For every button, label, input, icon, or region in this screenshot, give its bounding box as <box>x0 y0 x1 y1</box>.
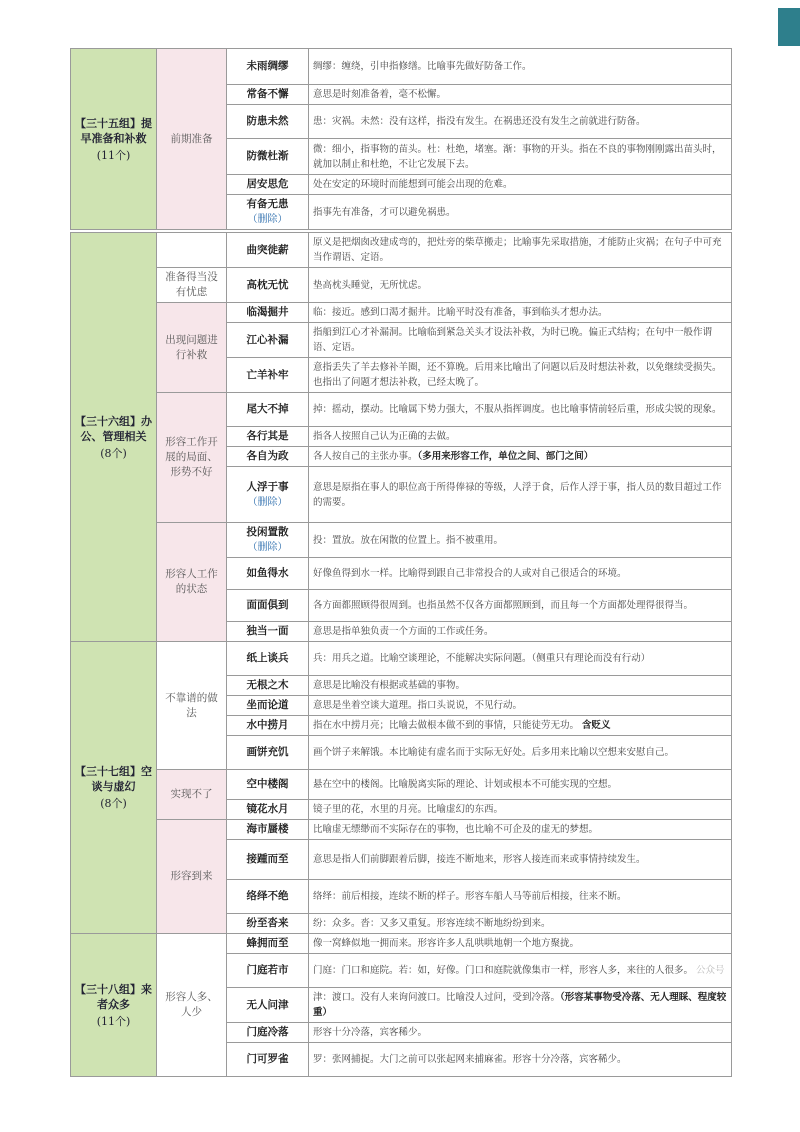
idiom-cell: 镜花水月 <box>227 800 309 820</box>
idiom-cell: 画饼充饥 <box>227 736 309 770</box>
desc-cell: 意思是指人们前脚跟着后脚，接连不断地来，形容人接连而来或事情持续发生。 <box>309 840 732 880</box>
desc-cell: 形容十分冷落，宾客稀少。 <box>309 1023 732 1043</box>
desc-cell: 兵：用兵之道。比喻空谈理论，不能解决实际问题。（侧重只有理论而没有行动） <box>309 642 732 676</box>
idiom-cell: 各行其是 <box>227 427 309 447</box>
idiom-cell: 居安思危 <box>227 175 309 195</box>
desc-cell: 津：渡口。没有人来询问渡口。比喻没人过问，受到冷落。（形容某事物受冷落、无人理睬、程度较重） <box>309 988 732 1023</box>
desc-cell: 绸缪：缠绕，引申指修缮。比喻事先做好防备工作。 <box>309 49 732 85</box>
idiom-table-36-38 <box>70 232 732 1077</box>
idiom-cell: 蜂拥而至 <box>227 934 309 954</box>
idiom-cell: 门庭若市 <box>227 954 309 988</box>
delete-mark: （删除） <box>247 496 288 508</box>
desc-cell: 画个饼子来解饿。本比喻徒有虚名而于实际无好处。后多用来比喻以空想来安慰自己。 <box>309 736 732 770</box>
desc-cell: 意思是指单独负责一个方面的工作或任务。 <box>309 622 732 642</box>
desc-cell: 指各人按照自己认为正确的去做。 <box>309 427 732 447</box>
idiom-cell: 坐而论道 <box>227 696 309 716</box>
idiom-cell: 投闲置散 （删除） <box>227 523 309 558</box>
idiom-cell: 未雨绸缪 <box>227 49 309 85</box>
idiom-cell: 面面俱到 <box>227 590 309 622</box>
desc-cell: 好像鱼得到水一样。比喻得到跟自己非常投合的人或对自己很适合的环境。 <box>309 558 732 590</box>
category-cell: 形容工作开展的局面、形势不好 <box>157 393 227 523</box>
idiom-cell: 无根之木 <box>227 676 309 696</box>
desc-cell: 门庭：门口和庭院。若：如，好像。门口和庭院就像集市一样，形容人多，来往的人很多。 公众号 <box>309 954 732 988</box>
table-row <box>71 934 732 954</box>
idiom-cell: 防患未然 <box>227 105 309 139</box>
table-row <box>71 642 732 676</box>
group-title: 【三十五组】提早准备和补救 (11个) <box>71 49 157 230</box>
desc-cell: 垫高枕头睡觉，无所忧虑。 <box>309 268 732 303</box>
delete-mark: （删除） <box>247 542 288 553</box>
corner-tab <box>778 8 800 46</box>
idiom-cell: 纸上谈兵 <box>227 642 309 676</box>
desc-cell: 微：细小，指事物的苗头。杜：杜绝，堵塞。渐：事物的开头。指在不良的事物刚刚露出苗头时，就加以制止和杜绝，不让它发展下去。 <box>309 139 732 175</box>
desc-cell: 指事先有准备，才可以避免祸患。 <box>309 195 732 230</box>
desc-cell: 掉：摇动，摆动。比喻属下势力强大，不服从指挥调度。也比喻事情前轻后重，形成尖锐的现象。 <box>309 393 732 427</box>
delete-mark: （删除） <box>247 214 288 225</box>
desc-cell: 指船到江心才补漏洞。比喻临到紧急关头才设法补救，为时已晚。偏正式结构；在句中一般作谓语、定语。 <box>309 323 732 358</box>
idiom-cell: 曲突徙薪 <box>227 233 309 268</box>
note-text: 含贬义 <box>582 720 611 731</box>
idiom-cell: 接踵而至 <box>227 840 309 880</box>
idiom-cell: 亡羊补牢 <box>227 358 309 393</box>
idiom-table-35 <box>70 48 732 230</box>
desc-cell: 比喻虚无缥缈而不实际存在的事物，也比喻不可企及的虚无的梦想。 <box>309 820 732 840</box>
table-row <box>71 393 732 427</box>
category-cell: 不靠谱的做法 <box>157 642 227 770</box>
idiom-cell: 水中捞月 <box>227 716 309 736</box>
category-cell: 出现问题进行补救 <box>157 303 227 393</box>
idiom-cell: 空中楼阁 <box>227 770 309 800</box>
table-row <box>71 770 732 800</box>
table-row <box>71 268 732 303</box>
desc-cell: 悬在空中的楼阁。比喻脱离实际的理论、计划或根本不可能实现的空想。 <box>309 770 732 800</box>
idiom-cell: 各自为政 <box>227 447 309 467</box>
watermark: 公众号 <box>696 965 725 976</box>
idiom-cell: 无人问津 <box>227 988 309 1023</box>
table-row <box>71 523 732 558</box>
idiom-cell: 临渴掘井 <box>227 303 309 323</box>
desc-cell: 处在安定的环境时而能想到可能会出现的危难。 <box>309 175 732 195</box>
note-text: （形容某事物受冷落、无人理睬、程度较重） <box>313 992 727 1018</box>
idiom-cell: 防微杜渐 <box>227 139 309 175</box>
category-cell: 实现不了 <box>157 770 227 820</box>
desc-cell: 患：灾祸。未然：没有这样，指没有发生。在祸患还没有发生之前就进行防备。 <box>309 105 732 139</box>
category-cell: 形容人工作的状态 <box>157 523 227 642</box>
table-row <box>71 49 732 85</box>
idiom-cell: 人浮于事 （删除） <box>227 467 309 523</box>
desc-cell: 意指丢失了羊去修补羊圈，还不算晚。后用来比喻出了问题以后及时想法补救，以免继续受损失。也指出了问题才想法补救，已经太晚了。 <box>309 358 732 393</box>
desc-cell: 各方面都照顾得很周到。也指虽然不仅各方面都照顾到，而且每一个方面都处理得很得当。 <box>309 590 732 622</box>
idiom-cell: 尾大不掉 <box>227 393 309 427</box>
category-cell <box>157 233 227 268</box>
idiom-cell: 门庭冷落 <box>227 1023 309 1043</box>
idiom-cell: 络绎不绝 <box>227 880 309 914</box>
table-row <box>71 233 732 268</box>
desc-cell: 投：置放。放在闲散的位置上。指不被重用。 <box>309 523 732 558</box>
desc-cell: 原义是把烟囱改建成弯的，把灶旁的柴草搬走；比喻事先采取措施，才能防止灾祸；在句子中可充当作谓语、定语。 <box>309 233 732 268</box>
desc-cell: 镜子里的花，水里的月亮。比喻虚幻的东西。 <box>309 800 732 820</box>
table-row <box>71 303 732 323</box>
group-title: 【三十六组】办公、管理相关 (8个) <box>71 233 157 642</box>
category-cell: 前期准备 <box>157 49 227 230</box>
desc-cell: 罗：张网捕捉。大门之前可以张起网来捕麻雀。形容十分冷落，宾客稀少。 <box>309 1043 732 1077</box>
idiom-cell: 纷至沓来 <box>227 914 309 934</box>
category-cell: 形容人多、人少 <box>157 934 227 1077</box>
idiom-cell: 有备无患 （删除） <box>227 195 309 230</box>
desc-cell: 意思是原指在事人的职位高于所得俸禄的等级，人浮于食，后作人浮于事，指人员的数目超过工作的需要。 <box>309 467 732 523</box>
idiom-cell: 常备不懈 <box>227 85 309 105</box>
desc-cell: 指在水中捞月亮；比喻去做根本做不到的事情，只能徒劳无功。 含贬义 <box>309 716 732 736</box>
group-title: 【三十七组】空谈与虚幻 (8个) <box>71 642 157 934</box>
desc-cell: 纷：众多。沓：又多又重复。形容连续不断地纷纷到来。 <box>309 914 732 934</box>
desc-cell: 络绎：前后相接，连续不断的样子。形容车船人马等前后相接，往来不断。 <box>309 880 732 914</box>
idiom-cell: 如鱼得水 <box>227 558 309 590</box>
desc-cell: 各人按自己的主张办事。（多用来形容工作，单位之间、部门之间） <box>309 447 732 467</box>
idiom-cell: 门可罗雀 <box>227 1043 309 1077</box>
desc-cell: 意思是比喻没有根据或基础的事物。 <box>309 676 732 696</box>
desc-cell: 像一窝蜂似地一拥而来。形容许多人乱哄哄地朝一个地方聚拢。 <box>309 934 732 954</box>
idiom-cell: 独当一面 <box>227 622 309 642</box>
desc-cell: 临：接近。感到口渴才掘井。比喻平时没有准备，事到临头才想办法。 <box>309 303 732 323</box>
group-title: 【三十八组】来者众多 (11个) <box>71 934 157 1077</box>
idiom-cell: 江心补漏 <box>227 323 309 358</box>
desc-cell: 意思是坐着空谈大道理。指口头说说，不见行动。 <box>309 696 732 716</box>
category-cell: 形容到来 <box>157 820 227 934</box>
desc-cell: 意思是时刻准备着，毫不松懈。 <box>309 85 732 105</box>
idiom-cell: 海市蜃楼 <box>227 820 309 840</box>
note-text: （多用来形容工作，单位之间、部门之间） <box>417 451 594 462</box>
table-row <box>71 820 732 840</box>
category-cell: 准备得当没有忧虑 <box>157 268 227 303</box>
idiom-cell: 高枕无忧 <box>227 268 309 303</box>
